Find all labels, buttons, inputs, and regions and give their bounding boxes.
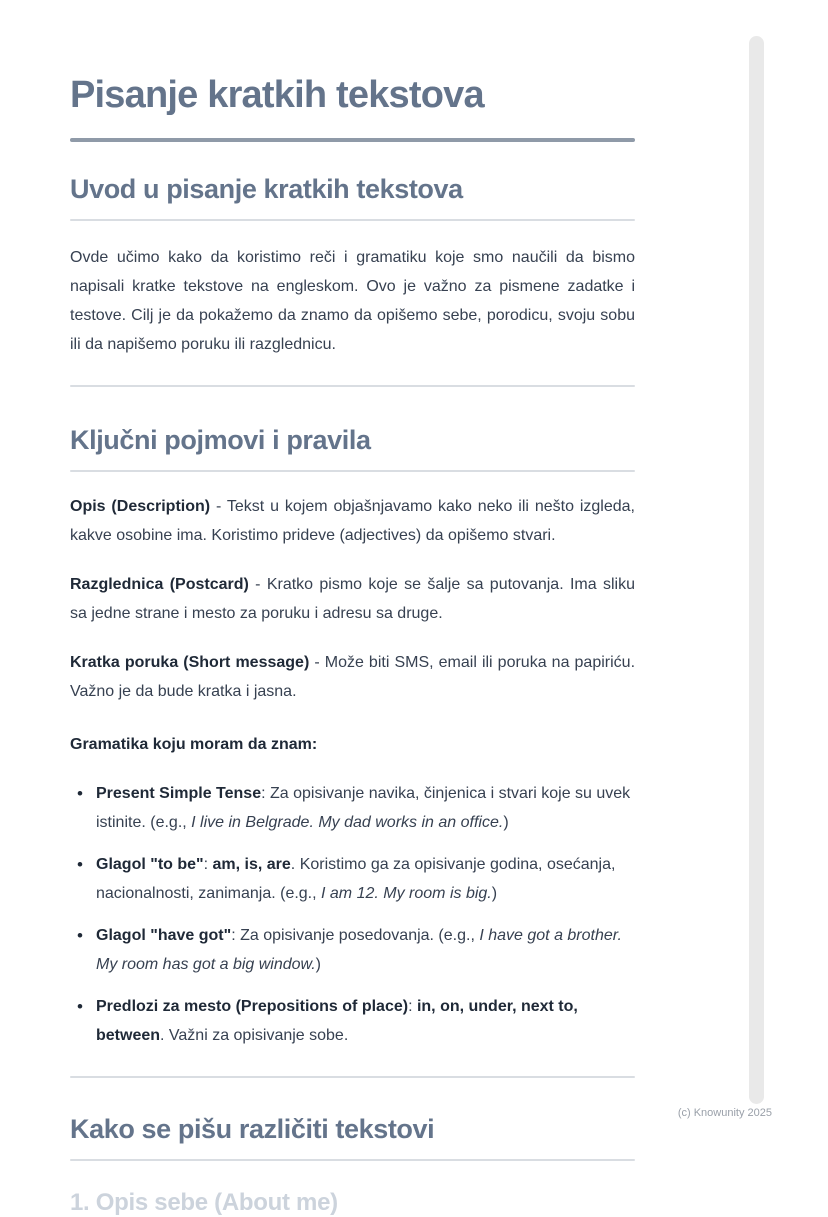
bullet-text-secondary: . Koristimo ga za opisivanje godina, osećanja, nacionalnosti, zanimanja. (e.g., (96, 856, 616, 902)
list-item (70, 779, 635, 837)
bullet-term: Glagol "to be" (96, 856, 204, 873)
section-heading-concepts: Ključni pojmovi i pravila (70, 425, 371, 455)
footer-credit: (c) Knowunity 2025 (677, 1107, 772, 1119)
heading-underline (70, 470, 635, 472)
bullet-text: : Za opisivanje navika, činjenica i stvari koje su uvek istinite. (e.g., (96, 785, 631, 831)
bullet-text-tail: ) (491, 885, 498, 902)
bullet-text: : (203, 856, 213, 873)
definition-text: - Tekst u kojem objašnjavamo kako neko ili nešto izgleda, kakve osobine ima. Koristimo prideve (adjectives) da opišemo stvari. (70, 498, 635, 544)
definition-paragraph (70, 492, 635, 550)
list-item (70, 850, 635, 908)
bullet-example: I have got a brother. My room has got a big window. (96, 927, 622, 973)
section-divider (70, 1076, 635, 1078)
definition-paragraph (70, 570, 635, 628)
bullet-text: : (408, 998, 417, 1015)
definition-text: - Može biti SMS, email ili poruka na papiriću. Važno je da bude kratka i jasna. (70, 654, 636, 700)
definition-term: Razglednica (Postcard) (70, 576, 249, 593)
definition-paragraph (70, 648, 635, 706)
intro-paragraph: Ovde učimo kako da koristimo reči i gramatiku koje smo naučili da bismo napisali kratke tekstove na engleskom. Ovo je važno za pismene zadatke i testove. Cilj je da pokažemo da znamo da opišemo sebe, porodicu, svoju sobu ili da napišemo poruku ili razglednicu. (70, 249, 635, 353)
section-heading-how-to: Kako se pišu različiti tekstovi (70, 1114, 435, 1144)
list-item (70, 992, 635, 1050)
scrollbar[interactable] (749, 36, 764, 1104)
bullet-text: : Za opisivanje posedovanja. (e.g., (231, 927, 480, 944)
bullet-text-tail: ) (503, 814, 509, 831)
definition-text: - Kratko pismo koje se šalje sa putovanja. Ima sliku sa jedne strane i mesto za poruku i adresu sa druge. (70, 576, 635, 622)
document-content (70, 0, 635, 1217)
heading-underline (70, 1159, 635, 1161)
list-item (70, 921, 635, 979)
bullet-term-secondary: in, on, under, next to, between (96, 998, 578, 1044)
bullet-term: Present Simple Tense (96, 785, 262, 802)
bullet-term: Predlozi za mesto (Prepositions of place) (96, 998, 409, 1015)
bullet-text-secondary: . Važni za opisivanje sobe. (160, 1027, 349, 1044)
section-heading-intro: Uvod u pisanje kratkih tekstova (70, 174, 463, 204)
title-divider (70, 138, 635, 142)
grammar-rules-list (70, 779, 635, 1050)
bullet-term: Glagol "have got" (96, 927, 232, 944)
bullet-text-tail: ) (315, 956, 321, 973)
heading-underline (70, 219, 635, 221)
subsection-heading-faded: 1. Opis sebe (About me) (70, 1189, 338, 1216)
definition-term: Opis (Description) (70, 498, 211, 515)
section-divider (70, 385, 635, 387)
definition-term: Kratka poruka (Short message) (70, 654, 310, 671)
bullet-term-secondary: am, is, are (212, 856, 291, 873)
bullet-example: I am 12. My room is big. (321, 885, 492, 902)
grammar-intro-heading: Gramatika koju moram da znam: (70, 736, 318, 753)
bullet-example: I live in Belgrade. My dad works in an office. (191, 814, 504, 831)
page-title: Pisanje kratkih tekstova (70, 74, 484, 116)
